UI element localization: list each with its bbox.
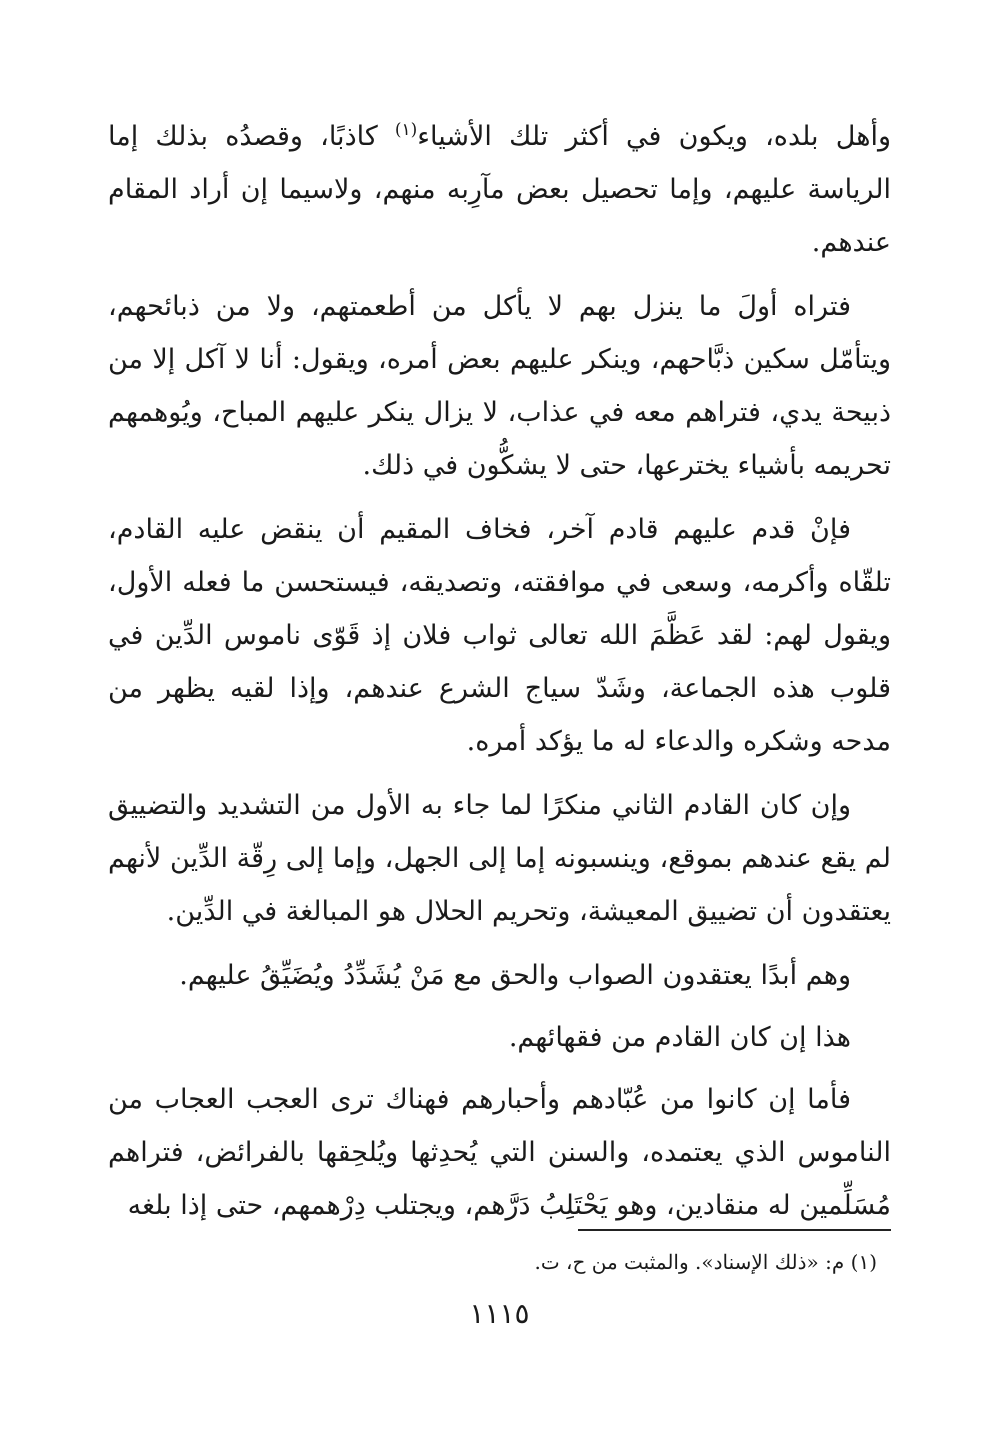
footnote [534, 1245, 877, 1279]
book-page [108, 110, 891, 1430]
footnote-reference[interactable]: (١) [394, 120, 418, 140]
paragraph-6: هذا إن كان القادم من فقهائهم. [508, 1022, 851, 1053]
paragraph-7: فأما إن كانوا من عُبّادهم وأحبارهم فهناك ترى العجب العجاب من الناموس الذي يعتمده، والسنن التي يُحدِثها ويُلحِقها بالفرائض، فتراهم مُسَلِّمين له منقادين، وهو يَحْتَلِبُ دَرَّهم، ويجتلب دِرْهمهم، حتى إذا بلغه [108, 1084, 891, 1221]
paragraph-2: فتراه أولَ ما ينزل بهم لا يأكل من أطعمتهم، ولا من ذبائحهم، ويتأمّل سكين ذبَّاحهم، وينكر عليهم بعض أمره، ويقول: أنا لا آكل إلا من ذبيحة يدي، فتراهم معه في عذاب، لا يزال ينكر عليهم المباح، ويُوهمهم تحريمه بأشياء يخترعها، حتى لا يشكُّون في ذلك. [108, 291, 891, 481]
paragraph-1-text-start: وأهل بلده، ويكون في أكثر تلك الأشياء [417, 121, 891, 152]
paragraph-3: فإنْ قدم عليهم قادم آخر، فخاف المقيم أن ينقض عليه القادم، تلقّاه وأكرمه، وسعى في موافقته، وتصديقه، فيستحسن ما فعله الأول، ويقول لهم: لقد عَظَّمَ الله تعالى ثواب فلان إذ قَوّى ناموس الدِّين في قلوب هذه الجماعة، وشَدّ سياج الشرع عندهم، وإذا لقيه يظهر من مدحه وشكره والدعاء له ما يؤكد أمره. [108, 514, 891, 757]
page-number: ١١١٥ [469, 1297, 530, 1330]
footnote-text: م: «ذلك الإسناد». والمثبت من ح، ت. [534, 1250, 845, 1274]
footnote-separator [578, 1229, 891, 1231]
paragraph-5: وهم أبدًا يعتقدون الصواب والحق مع مَنْ يُشَدِّدُ ويُضَيِّقُ عليهم. [179, 960, 851, 991]
footnote-marker: (١) [850, 1250, 877, 1274]
paragraph-1 [108, 110, 891, 269]
paragraph-1-text-end: كاذبًا، وقصدُه بذلك إما الرياسة عليهم، وإما تحصيل بعض مآرِبه منهم، ولاسيما إن أراد المقام عندهم. [108, 121, 891, 258]
paragraph-4: وإن كان القادم الثاني منكرًا لما جاء به الأول من التشديد والتضييق لم يقع عندهم بموقع، وينسبونه إما إلى الجهل، وإما إلى رِقّة الدِّين لأنهم يعتقدون أن تضييق المعيشة، وتحريم الحلال هو المبالغة في الدِّين. [108, 790, 891, 927]
